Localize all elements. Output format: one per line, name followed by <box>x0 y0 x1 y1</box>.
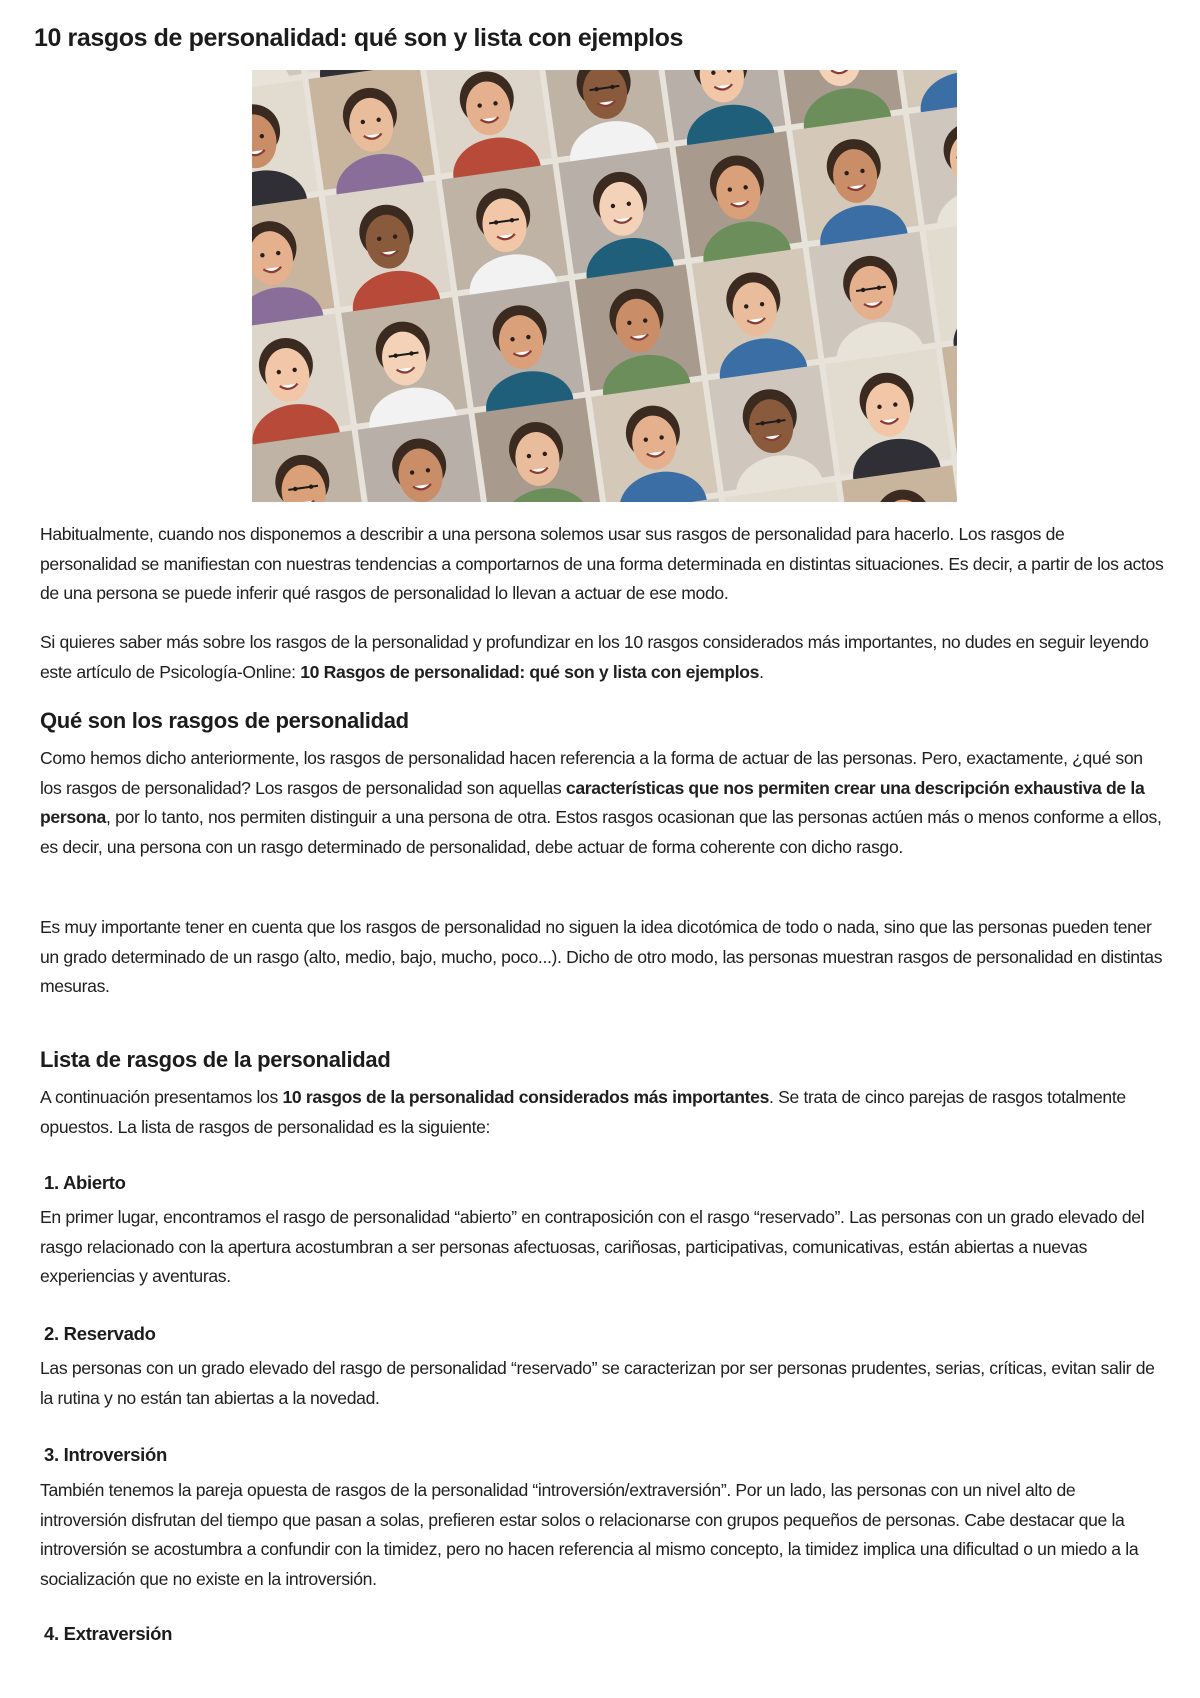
item-heading-reservado: 2. Reservado <box>44 1323 156 1344</box>
heading-lista: Lista de rasgos de la personalidad <box>40 1047 391 1072</box>
que-son-paragraph-1 <box>40 744 1165 862</box>
que-son-p1-end: , por lo tanto, nos permiten distinguir a una persona de otra. Estos rasgos ocasionan que las personas actúen más o menos conforme a ellos, es decir, una persona con un rasgo determinado de personalidad, debe actuar de forma coherente con dicho rasgo. <box>40 807 1162 857</box>
lista-p1-end: . Se trata de cinco parejas de rasgos totalmente opuestos. La lista de rasgos de personalidad es la siguiente: <box>40 1087 1126 1137</box>
intro-paragraph-2 <box>40 628 1165 687</box>
article-title: 10 rasgos de personalidad: qué son y lista con ejemplos <box>34 24 684 52</box>
portrait-tile <box>474 398 606 502</box>
portrait-tile <box>591 381 723 502</box>
lista-p1-bold: 10 rasgos de la personalidad considerados más importantes <box>282 1087 770 1107</box>
item-heading-introversion: 3. Introversión <box>44 1444 167 1465</box>
intro-p2-start: Si quieres saber más sobre los rasgos de la personalidad y profundizar en los 10 rasgos considerados más importantes, no dudes en seguir leyendo este artículo de Psicología-Online: <box>40 632 1149 682</box>
collage-tiles <box>252 70 957 502</box>
item-text-reservado: Las personas con un grado elevado del rasgo de personalidad “reservado” se caracterizan por ser personas prudentes, serias, críticas, evitan salir de la rutina y no están tan abiertas a la novedad. <box>40 1358 1155 1408</box>
heading-que-son: Qué son los rasgos de personalidad <box>40 708 409 733</box>
intro-p2-end: . <box>759 661 764 682</box>
que-son-p1-bold: características que nos permiten crear una descripción exhaustiva de la persona <box>40 777 1145 827</box>
item-text-introversion: También tenemos la pareja opuesta de rasgos de la personalidad “introversión/extraversión”. Por un lado, las personas con un nivel alto de introversión disfrutan del tiempo que pasan a solas, prefieren estar solos o relacionarse con grupos pequeños de personas. Cabe destacar que la introversión se acostumbra a confundir con la timidez, pero no hacen referencia al mismo concepto, la timidez implica una dificultad o un miedo a la socialización que no existe en la introversión. <box>40 1480 1139 1589</box>
portrait-tile <box>708 365 840 502</box>
item-heading-abierto: 1. Abierto <box>44 1172 126 1193</box>
portrait-collage-image <box>252 70 957 502</box>
que-son-paragraph-2: Es muy importante tener en cuenta que los rasgos de personalidad no siguen la idea dicotómica de todo o nada, sino que las personas pueden tener un grado determinado de un rasgo (alto, medio, bajo, mucho, poco...). Dicho de otro modo, las personas muestran rasgos de personalidad en distintas mesuras. <box>40 917 1163 996</box>
item-text-abierto: En primer lugar, encontramos el rasgo de personalidad “abierto” en contraposición con el rasgo “reservado”. Las personas con un grado elevado del rasgo relacionado con la apertura acostumbran a ser personas afectuosas, cariñosas, participativas, comunicativas, están abiertas a nuevas experiencias y aventuras. <box>40 1207 1145 1286</box>
portrait-tile <box>358 414 490 502</box>
lista-p1-start: A continuación presentamos los <box>40 1087 283 1107</box>
que-son-p1-start: Como hemos dicho anteriormente, los rasgos de personalidad hacen referencia a la forma de actuar de las personas. Pero, exactamente, ¿qué son los rasgos de personalidad? Los rasgos de personalidad son aquellas <box>40 748 1143 798</box>
hero-image <box>252 70 957 502</box>
lista-paragraph-1 <box>40 1083 1165 1142</box>
article-title-link-text: 10 Rasgos de personalidad: qué son y lista con ejemplos <box>300 661 760 682</box>
intro-paragraph-1: Habitualmente, cuando nos disponemos a describir a una persona solemos usar sus rasgos de personalidad para hacerlo. Los rasgos de personalidad se manifiestan con nuestras tendencias a comportarnos de una forma determinada en distintas situaciones. Es decir, a partir de los actos de una persona se puede inferir qué rasgos de personalidad lo llevan a actuar de ese modo. <box>40 524 1164 603</box>
item-heading-extraversion: 4. Extraversión <box>44 1623 173 1644</box>
